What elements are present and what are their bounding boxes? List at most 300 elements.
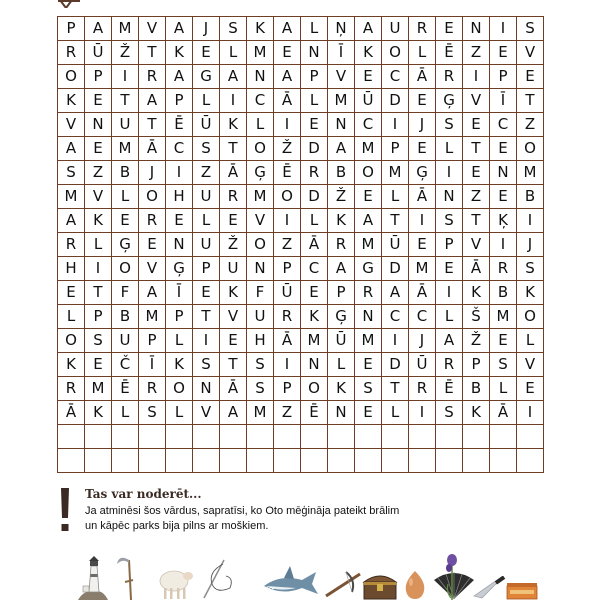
grid-cell[interactable]: S <box>247 377 274 401</box>
grid-cell[interactable]: T <box>139 113 166 137</box>
grid-cell[interactable]: M <box>382 161 409 185</box>
grid-cell[interactable]: R <box>139 377 166 401</box>
grid-cell[interactable]: V <box>463 89 490 113</box>
grid-cell[interactable]: D <box>301 185 328 209</box>
grid-cell[interactable]: T <box>193 305 220 329</box>
grid-cell[interactable]: I <box>409 401 436 425</box>
grid-cell[interactable]: L <box>112 185 139 209</box>
grid-cell[interactable]: S <box>436 209 463 233</box>
grid-cell[interactable]: L <box>85 233 112 257</box>
grid-cell[interactable]: E <box>166 209 193 233</box>
grid-cell[interactable]: Ā <box>139 137 166 161</box>
grid-cell[interactable]: L <box>436 305 463 329</box>
grid-cell[interactable]: T <box>220 353 247 377</box>
grid-cell[interactable]: K <box>85 209 112 233</box>
grid-cell[interactable]: E <box>490 329 517 353</box>
grid-cell[interactable]: M <box>355 329 382 353</box>
grid-cell[interactable]: I <box>382 113 409 137</box>
grid-cell[interactable]: L <box>166 401 193 425</box>
grid-cell[interactable]: I <box>490 17 517 41</box>
grid-cell[interactable]: N <box>247 257 274 281</box>
grid-cell[interactable]: V <box>193 401 220 425</box>
grid-cell[interactable]: O <box>166 377 193 401</box>
grid-cell[interactable]: A <box>166 65 193 89</box>
grid-cell[interactable]: Ū <box>382 233 409 257</box>
grid-cell[interactable]: M <box>409 257 436 281</box>
grid-cell[interactable]: L <box>193 209 220 233</box>
grid-cell[interactable]: Ū <box>355 89 382 113</box>
grid-cell[interactable]: Ģ <box>166 257 193 281</box>
grid-cell[interactable]: M <box>328 89 355 113</box>
grid-cell[interactable]: P <box>274 257 301 281</box>
grid-cell[interactable]: S <box>490 353 517 377</box>
grid-cell[interactable]: A <box>355 17 382 41</box>
grid-cell[interactable]: P <box>463 353 490 377</box>
grid-cell[interactable]: B <box>463 377 490 401</box>
grid-cell[interactable]: P <box>490 65 517 89</box>
grid-cell[interactable]: R <box>139 209 166 233</box>
grid-cell[interactable]: U <box>193 233 220 257</box>
grid-cell[interactable]: B <box>517 185 544 209</box>
grid-cell[interactable]: E <box>355 401 382 425</box>
grid-cell[interactable]: Z <box>193 161 220 185</box>
grid-cell[interactable]: B <box>490 281 517 305</box>
grid-cell[interactable]: U <box>382 17 409 41</box>
grid-cell[interactable]: L <box>382 401 409 425</box>
grid-cell[interactable]: V <box>463 233 490 257</box>
grid-cell[interactable]: I <box>409 209 436 233</box>
grid-cell[interactable]: T <box>517 89 544 113</box>
grid-cell[interactable]: H <box>247 329 274 353</box>
grid-cell[interactable]: Ģ <box>409 161 436 185</box>
grid-cell[interactable]: A <box>436 329 463 353</box>
grid-cell[interactable]: Ū <box>274 281 301 305</box>
grid-cell[interactable]: Ž <box>112 41 139 65</box>
grid-cell[interactable]: I <box>436 161 463 185</box>
grid-cell[interactable]: C <box>166 137 193 161</box>
grid-cell[interactable]: P <box>85 65 112 89</box>
grid-cell[interactable]: V <box>517 353 544 377</box>
grid-cell[interactable]: E <box>139 233 166 257</box>
grid-cell[interactable]: B <box>112 305 139 329</box>
grid-cell[interactable]: O <box>517 305 544 329</box>
grid-cell[interactable]: L <box>193 89 220 113</box>
grid-cell[interactable]: Ž <box>463 329 490 353</box>
grid-cell[interactable]: R <box>58 233 85 257</box>
grid-cell[interactable]: R <box>436 353 463 377</box>
grid-cell[interactable]: L <box>517 329 544 353</box>
grid-cell[interactable]: K <box>85 401 112 425</box>
grid-cell[interactable]: V <box>220 305 247 329</box>
grid-cell[interactable]: G <box>355 257 382 281</box>
grid-cell[interactable]: T <box>220 137 247 161</box>
grid-cell[interactable]: A <box>382 281 409 305</box>
grid-cell[interactable]: L <box>247 113 274 137</box>
grid-cell[interactable]: U <box>193 185 220 209</box>
grid-cell[interactable]: O <box>112 257 139 281</box>
grid-cell[interactable]: O <box>139 185 166 209</box>
grid-cell[interactable]: C <box>247 89 274 113</box>
grid-cell[interactable]: E <box>85 89 112 113</box>
grid-cell[interactable]: E <box>85 353 112 377</box>
grid-cell[interactable]: L <box>382 185 409 209</box>
grid-cell[interactable]: Ņ <box>328 17 355 41</box>
grid-cell[interactable]: S <box>193 137 220 161</box>
grid-cell[interactable]: H <box>58 257 85 281</box>
grid-cell[interactable]: I <box>517 401 544 425</box>
grid-cell[interactable]: B <box>328 161 355 185</box>
grid-cell[interactable]: Z <box>85 161 112 185</box>
grid-cell[interactable]: E <box>490 41 517 65</box>
grid-cell[interactable]: P <box>301 65 328 89</box>
grid-cell[interactable]: E <box>409 89 436 113</box>
grid-cell[interactable]: V <box>58 113 85 137</box>
grid-cell[interactable]: N <box>301 353 328 377</box>
grid-cell[interactable]: L <box>328 353 355 377</box>
grid-cell[interactable]: S <box>220 17 247 41</box>
grid-cell[interactable]: J <box>193 17 220 41</box>
grid-cell[interactable]: G <box>193 65 220 89</box>
grid-cell[interactable]: M <box>247 185 274 209</box>
grid-cell[interactable]: N <box>355 305 382 329</box>
grid-cell[interactable]: U <box>112 329 139 353</box>
grid-cell[interactable]: O <box>517 137 544 161</box>
grid-cell[interactable]: N <box>463 17 490 41</box>
grid-cell[interactable]: M <box>139 305 166 329</box>
grid-cell[interactable]: E <box>193 281 220 305</box>
grid-cell[interactable]: T <box>382 377 409 401</box>
grid-cell[interactable]: M <box>301 329 328 353</box>
grid-cell[interactable]: K <box>247 17 274 41</box>
grid-cell[interactable]: I <box>517 209 544 233</box>
grid-cell[interactable]: P <box>382 137 409 161</box>
grid-cell[interactable]: E <box>301 281 328 305</box>
grid-cell[interactable]: P <box>328 281 355 305</box>
grid-cell[interactable]: Ā <box>274 329 301 353</box>
grid-cell[interactable]: K <box>166 41 193 65</box>
grid-cell[interactable]: Z <box>517 113 544 137</box>
grid-cell[interactable]: J <box>139 161 166 185</box>
grid-cell[interactable]: J <box>517 233 544 257</box>
grid-cell[interactable]: R <box>58 41 85 65</box>
grid-cell[interactable]: I <box>274 113 301 137</box>
grid-cell[interactable]: M <box>58 185 85 209</box>
grid-cell[interactable]: K <box>463 281 490 305</box>
grid-cell[interactable]: N <box>85 113 112 137</box>
grid-cell[interactable]: E <box>85 137 112 161</box>
grid-cell[interactable]: Ģ <box>328 305 355 329</box>
grid-cell[interactable]: A <box>274 17 301 41</box>
grid-cell[interactable]: K <box>463 401 490 425</box>
grid-cell[interactable]: F <box>112 281 139 305</box>
grid-cell[interactable]: E <box>463 161 490 185</box>
grid-cell[interactable]: U <box>220 257 247 281</box>
grid-cell[interactable]: A <box>328 257 355 281</box>
grid-cell[interactable]: C <box>355 113 382 137</box>
grid-cell[interactable]: E <box>355 353 382 377</box>
grid-cell[interactable]: P <box>85 305 112 329</box>
grid-cell[interactable]: P <box>193 257 220 281</box>
grid-cell[interactable]: I <box>112 65 139 89</box>
grid-cell[interactable]: C <box>409 305 436 329</box>
grid-cell[interactable]: Ē <box>112 377 139 401</box>
grid-cell[interactable]: N <box>490 161 517 185</box>
grid-cell[interactable]: T <box>112 89 139 113</box>
grid-cell[interactable]: A <box>85 17 112 41</box>
grid-cell[interactable]: Ī <box>139 353 166 377</box>
grid-cell[interactable]: E <box>193 41 220 65</box>
grid-cell[interactable]: M <box>490 305 517 329</box>
grid-cell[interactable]: E <box>301 113 328 137</box>
grid-cell[interactable]: O <box>58 329 85 353</box>
grid-cell[interactable]: H <box>166 185 193 209</box>
grid-cell[interactable]: R <box>139 65 166 89</box>
grid-cell[interactable]: Ū <box>328 329 355 353</box>
grid-cell[interactable]: E <box>355 185 382 209</box>
grid-cell[interactable]: C <box>301 257 328 281</box>
grid-cell[interactable]: Ā <box>409 65 436 89</box>
grid-cell[interactable]: K <box>328 377 355 401</box>
grid-cell[interactable]: V <box>139 257 166 281</box>
grid-cell[interactable]: B <box>112 161 139 185</box>
grid-cell[interactable]: R <box>58 377 85 401</box>
grid-cell[interactable]: Ģ <box>112 233 139 257</box>
grid-cell[interactable]: R <box>220 185 247 209</box>
grid-cell[interactable]: R <box>301 161 328 185</box>
grid-cell[interactable]: I <box>490 233 517 257</box>
grid-cell[interactable]: M <box>85 377 112 401</box>
grid-cell[interactable]: S <box>247 353 274 377</box>
grid-cell[interactable]: M <box>517 161 544 185</box>
grid-cell[interactable]: E <box>409 233 436 257</box>
grid-cell[interactable]: I <box>463 65 490 89</box>
grid-cell[interactable]: E <box>112 209 139 233</box>
grid-cell[interactable]: R <box>409 17 436 41</box>
grid-cell[interactable]: R <box>355 281 382 305</box>
grid-cell[interactable]: M <box>112 17 139 41</box>
grid-cell[interactable]: L <box>490 377 517 401</box>
grid-cell[interactable]: E <box>517 377 544 401</box>
grid-cell[interactable]: N <box>328 401 355 425</box>
grid-cell[interactable]: A <box>58 209 85 233</box>
grid-cell[interactable]: A <box>328 137 355 161</box>
grid-cell[interactable]: R <box>274 305 301 329</box>
grid-cell[interactable]: N <box>436 185 463 209</box>
grid-cell[interactable]: I <box>220 89 247 113</box>
grid-cell[interactable]: Ž <box>220 233 247 257</box>
grid-cell[interactable]: Ē <box>436 377 463 401</box>
grid-cell[interactable]: A <box>139 89 166 113</box>
grid-cell[interactable]: A <box>58 137 85 161</box>
grid-cell[interactable]: Z <box>274 401 301 425</box>
grid-cell[interactable]: J <box>409 329 436 353</box>
grid-cell[interactable]: Ā <box>490 401 517 425</box>
grid-cell[interactable]: L <box>301 209 328 233</box>
grid-cell[interactable]: S <box>58 161 85 185</box>
grid-cell[interactable]: K <box>58 353 85 377</box>
grid-cell[interactable]: C <box>382 65 409 89</box>
grid-cell[interactable]: K <box>517 281 544 305</box>
grid-cell[interactable]: S <box>139 401 166 425</box>
grid-cell[interactable]: D <box>301 137 328 161</box>
grid-cell[interactable]: M <box>355 137 382 161</box>
grid-cell[interactable]: S <box>436 401 463 425</box>
grid-cell[interactable]: Ā <box>301 233 328 257</box>
grid-cell[interactable]: R <box>436 65 463 89</box>
grid-cell[interactable]: A <box>355 209 382 233</box>
grid-cell[interactable]: N <box>328 113 355 137</box>
grid-cell[interactable]: P <box>274 377 301 401</box>
grid-cell[interactable]: E <box>220 209 247 233</box>
grid-cell[interactable]: A <box>220 401 247 425</box>
grid-cell[interactable]: V <box>517 41 544 65</box>
grid-cell[interactable]: T <box>382 209 409 233</box>
grid-cell[interactable]: Ē <box>166 113 193 137</box>
grid-cell[interactable]: V <box>247 209 274 233</box>
grid-cell[interactable]: O <box>355 161 382 185</box>
grid-cell[interactable]: E <box>220 329 247 353</box>
grid-cell[interactable]: Ā <box>220 377 247 401</box>
grid-cell[interactable]: Ž <box>274 137 301 161</box>
grid-cell[interactable]: I <box>193 329 220 353</box>
grid-cell[interactable]: M <box>355 233 382 257</box>
grid-cell[interactable]: Ī <box>490 89 517 113</box>
grid-cell[interactable]: Ģ <box>247 161 274 185</box>
grid-cell[interactable]: P <box>139 329 166 353</box>
grid-cell[interactable]: F <box>247 281 274 305</box>
grid-cell[interactable]: D <box>382 353 409 377</box>
grid-cell[interactable]: L <box>301 89 328 113</box>
grid-cell[interactable]: S <box>517 257 544 281</box>
grid-cell[interactable]: Ā <box>463 257 490 281</box>
grid-cell[interactable]: S <box>355 377 382 401</box>
grid-cell[interactable]: S <box>193 353 220 377</box>
grid-cell[interactable]: J <box>409 113 436 137</box>
grid-cell[interactable]: Ī <box>328 41 355 65</box>
grid-cell[interactable]: Ā <box>220 161 247 185</box>
grid-cell[interactable]: E <box>274 41 301 65</box>
grid-cell[interactable]: S <box>517 17 544 41</box>
grid-cell[interactable]: P <box>436 233 463 257</box>
grid-cell[interactable]: O <box>58 65 85 89</box>
grid-cell[interactable]: O <box>247 233 274 257</box>
grid-cell[interactable]: Ā <box>409 281 436 305</box>
grid-cell[interactable]: Ū <box>85 41 112 65</box>
grid-cell[interactable]: C <box>490 113 517 137</box>
grid-cell[interactable]: T <box>463 137 490 161</box>
grid-cell[interactable]: E <box>355 65 382 89</box>
grid-cell[interactable]: U <box>112 113 139 137</box>
grid-cell[interactable]: Ī <box>166 281 193 305</box>
grid-cell[interactable]: I <box>382 329 409 353</box>
grid-cell[interactable]: E <box>436 17 463 41</box>
grid-cell[interactable]: Č <box>112 353 139 377</box>
grid-cell[interactable]: E <box>490 185 517 209</box>
grid-cell[interactable]: N <box>301 41 328 65</box>
grid-cell[interactable]: Ē <box>436 41 463 65</box>
grid-cell[interactable]: D <box>382 257 409 281</box>
grid-cell[interactable]: T <box>139 41 166 65</box>
grid-cell[interactable]: P <box>166 305 193 329</box>
grid-cell[interactable]: A <box>274 65 301 89</box>
grid-cell[interactable]: D <box>382 89 409 113</box>
grid-cell[interactable]: N <box>247 65 274 89</box>
grid-cell[interactable]: M <box>247 401 274 425</box>
grid-cell[interactable]: T <box>463 209 490 233</box>
grid-cell[interactable]: K <box>220 113 247 137</box>
grid-cell[interactable]: Z <box>274 233 301 257</box>
grid-cell[interactable]: O <box>382 41 409 65</box>
grid-cell[interactable]: L <box>220 41 247 65</box>
grid-cell[interactable]: O <box>301 377 328 401</box>
grid-cell[interactable]: L <box>58 305 85 329</box>
grid-cell[interactable]: V <box>85 185 112 209</box>
grid-cell[interactable]: L <box>436 137 463 161</box>
grid-cell[interactable]: L <box>301 17 328 41</box>
grid-cell[interactable]: R <box>490 257 517 281</box>
grid-cell[interactable]: P <box>166 89 193 113</box>
grid-cell[interactable]: R <box>409 377 436 401</box>
grid-cell[interactable]: E <box>517 65 544 89</box>
grid-cell[interactable]: Ē <box>274 161 301 185</box>
grid-cell[interactable]: I <box>436 281 463 305</box>
grid-cell[interactable]: Š <box>463 305 490 329</box>
grid-cell[interactable]: I <box>274 209 301 233</box>
grid-cell[interactable]: V <box>139 17 166 41</box>
grid-cell[interactable]: C <box>382 305 409 329</box>
grid-cell[interactable]: Ķ <box>490 209 517 233</box>
grid-cell[interactable]: Ā <box>274 89 301 113</box>
grid-cell[interactable]: K <box>328 209 355 233</box>
grid-cell[interactable]: I <box>274 353 301 377</box>
grid-cell[interactable]: K <box>220 281 247 305</box>
grid-cell[interactable]: L <box>112 401 139 425</box>
grid-cell[interactable]: Ā <box>409 185 436 209</box>
grid-cell[interactable]: I <box>85 257 112 281</box>
grid-cell[interactable]: E <box>463 113 490 137</box>
grid-cell[interactable]: K <box>166 353 193 377</box>
grid-cell[interactable]: L <box>409 41 436 65</box>
grid-cell[interactable]: E <box>409 137 436 161</box>
grid-cell[interactable]: Z <box>463 185 490 209</box>
grid-cell[interactable]: P <box>58 17 85 41</box>
grid-cell[interactable]: A <box>139 281 166 305</box>
grid-cell[interactable]: Ū <box>193 113 220 137</box>
grid-cell[interactable]: M <box>247 41 274 65</box>
grid-cell[interactable]: Z <box>463 41 490 65</box>
grid-cell[interactable]: V <box>328 65 355 89</box>
grid-cell[interactable]: A <box>166 17 193 41</box>
grid-cell[interactable]: U <box>247 305 274 329</box>
grid-cell[interactable]: K <box>301 305 328 329</box>
grid-cell[interactable]: E <box>436 257 463 281</box>
grid-cell[interactable]: O <box>247 137 274 161</box>
grid-cell[interactable]: M <box>112 137 139 161</box>
grid-cell[interactable]: A <box>220 65 247 89</box>
grid-cell[interactable]: I <box>166 161 193 185</box>
grid-cell[interactable]: L <box>166 329 193 353</box>
grid-cell[interactable]: N <box>166 233 193 257</box>
grid-cell[interactable]: S <box>85 329 112 353</box>
grid-cell[interactable]: K <box>355 41 382 65</box>
grid-cell[interactable]: E <box>58 281 85 305</box>
grid-cell[interactable]: Ģ <box>436 89 463 113</box>
grid-cell[interactable]: N <box>193 377 220 401</box>
grid-cell[interactable]: O <box>274 185 301 209</box>
grid-cell[interactable]: Ē <box>301 401 328 425</box>
grid-cell[interactable]: R <box>328 233 355 257</box>
grid-cell[interactable]: Ž <box>328 185 355 209</box>
